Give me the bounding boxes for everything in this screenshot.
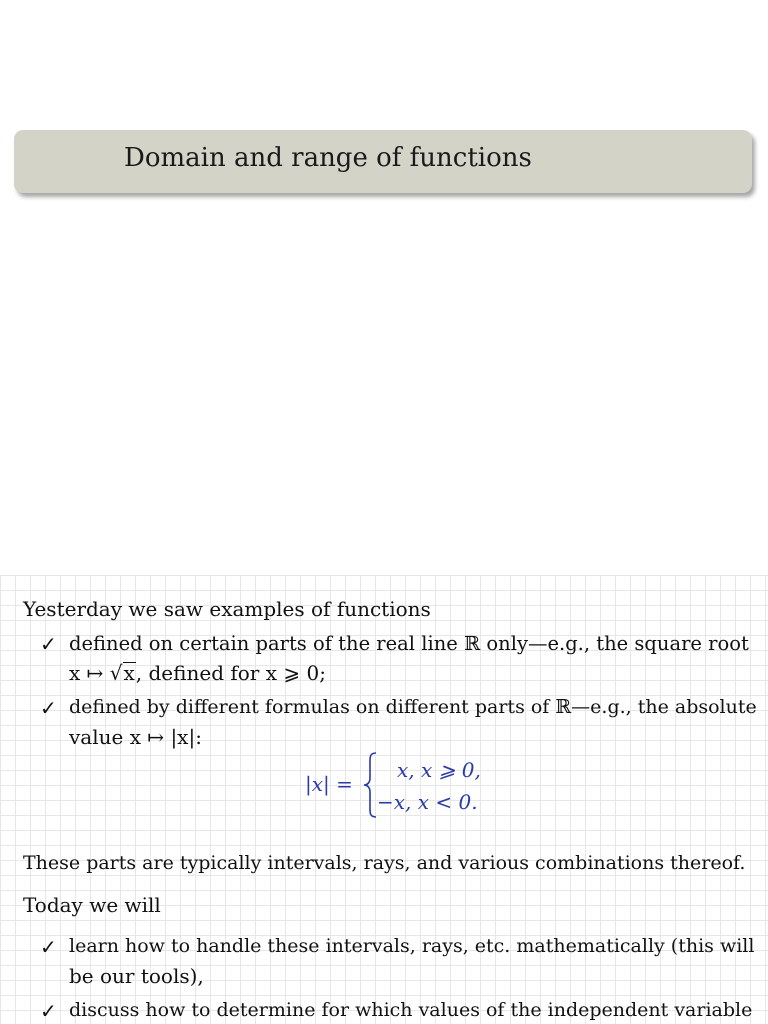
slide-body (0, 575, 768, 1024)
formula-lhs: |x| = (305, 772, 353, 796)
left-brace-icon (363, 752, 377, 818)
checkmark-icon: ✓ (40, 935, 57, 959)
absolute-value-formula (305, 752, 505, 822)
paragraph-today: Today we will (23, 893, 161, 917)
bullet3-line1: learn how to handle these intervals, rays, etc. mathematically (this will (69, 935, 755, 957)
paragraph-parts: These parts are typically intervals, rays, and various combinations thereof. (23, 852, 746, 874)
bullet1-line1: defined on certain parts of the real line ℝ only—e.g., the square root (69, 632, 749, 655)
sqrt-radicand: x (123, 661, 135, 685)
bullet4-line1: discuss how to determine for which values of the independent variable (69, 999, 753, 1021)
formula-case2: −x, x < 0. (377, 790, 478, 814)
bullet1-line2 (69, 661, 326, 685)
intro-text: Yesterday we saw examples of functions (23, 597, 431, 621)
bullet2-line2: value x ↦ |x|: (69, 725, 202, 749)
checkmark-icon: ✓ (40, 696, 57, 720)
checkmark-icon: ✓ (40, 632, 57, 656)
slide-title-bar (14, 130, 752, 193)
formula-case1: x, x ⩾ 0, (397, 758, 481, 782)
slide-title: Domain and range of functions (124, 143, 532, 173)
checkmark-icon: ✓ (40, 999, 57, 1023)
bullet3-line2: be our tools), (69, 964, 204, 988)
bullet2-line1: defined by different formulas on different parts of ℝ—e.g., the absolute (69, 696, 757, 718)
bullet1-map: x ↦ √ (69, 661, 123, 685)
bullet1-rest: , defined for x ⩾ 0; (135, 661, 326, 685)
